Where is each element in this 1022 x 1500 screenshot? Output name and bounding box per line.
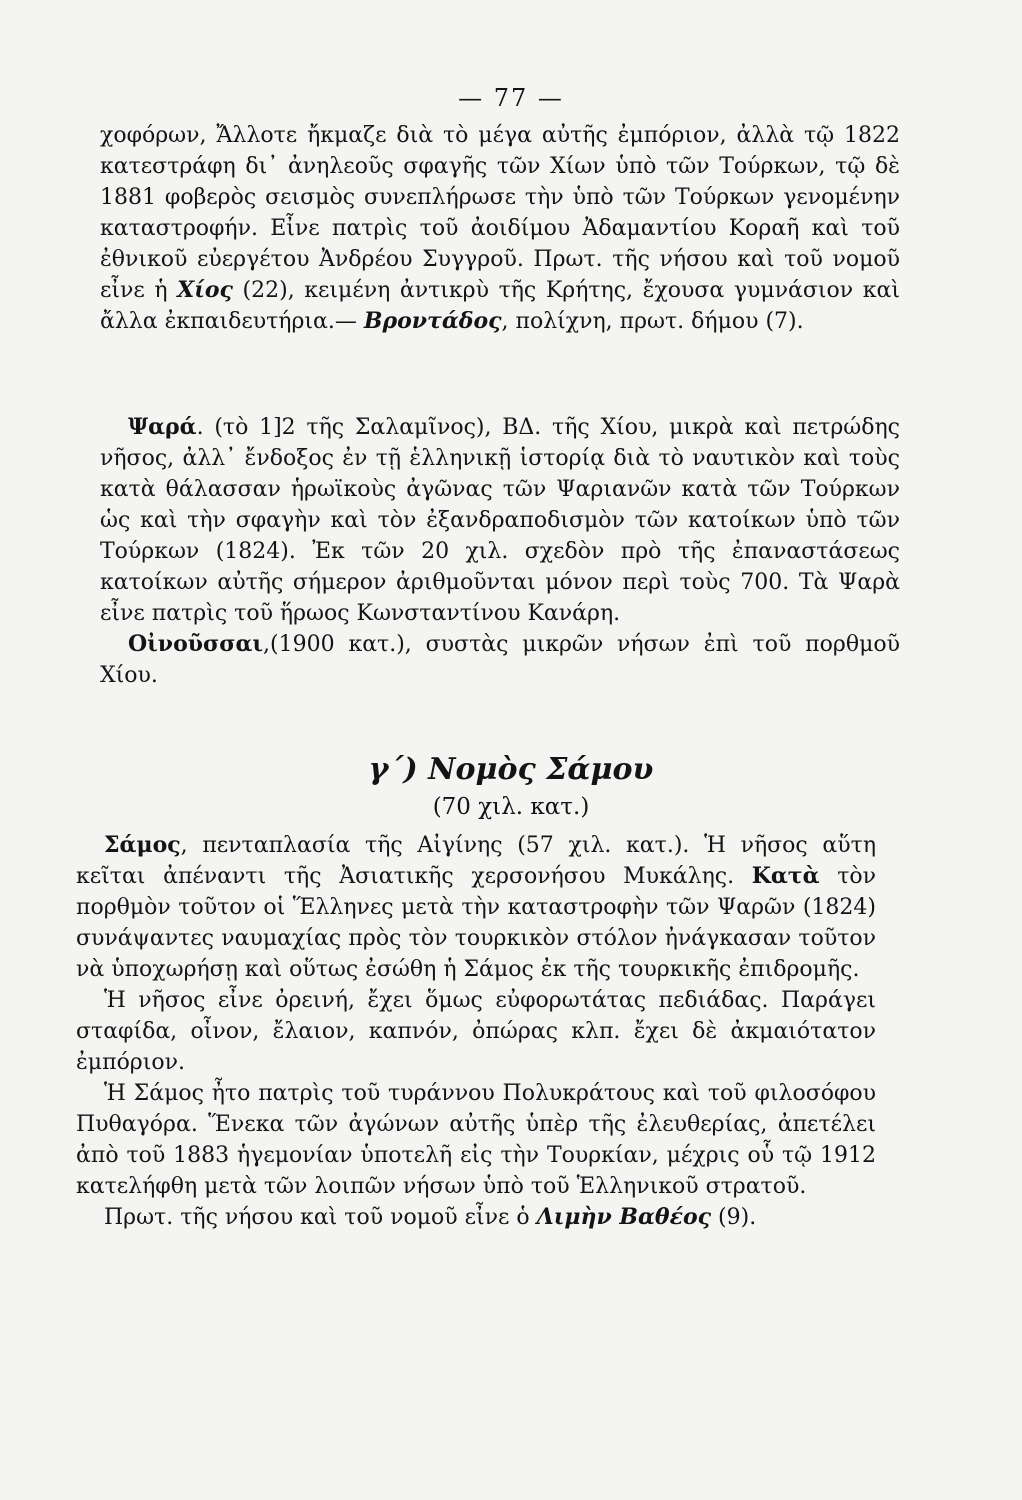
chios-continuation	[100, 120, 900, 337]
chios-paragraph	[100, 120, 900, 337]
text-run: τὸν πορθμὸν τοῦτον οἱ Ἕλληνες μετὰ τὴν καταστροφὴν τῶν Ψαρῶν (1824) συνάψαντες ναυμαχίας πρὸς τὸν τουρκικὸν στόλον ἠνάγκασαν τοῦτον νὰ ὑποχωρήσῃ καὶ οὕτως ἐσώθη ἡ Σάμος ἐκ τῆς τουρκικῆς ἐπιδρομῆς.	[76, 864, 876, 982]
samos-paragraph-4	[76, 1202, 876, 1233]
text-run: (9).	[711, 1205, 757, 1230]
samos-paragraph-3: Ἡ Σάμος ἦτο πατρὶς τοῦ τυράννου Πολυκράτους καὶ τοῦ φιλοσόφου Πυθαγόρα. Ἕνεκα τῶν ἀγώνων αὐτῆς ὑπὲρ τῆς ἐλευθερίας, ἀπετέλει ἀπὸ τοῦ 1883 ἡγεμονίαν ὑποτελῆ εἰς τὴν Τουρκίαν, μέχρις οὗ τῷ 1912 κατελήφθη μετὰ τῶν λοιπῶν νήσων ὑπὸ τοῦ Ἑλληνικοῦ στρατοῦ.	[76, 1081, 876, 1199]
text-run: . (τὸ 1]2 τῆς Σαλαμῖνος), ΒΔ. τῆς Χίου, μικρὰ καὶ πετρώδης νῆσος, ἀλλ᾿ ἔνδοξος ἐν τῇ ἑλληνικῇ ἱστορίᾳ διὰ τὸ ναυτικὸν καὶ τοὺς κατὰ θάλασσαν ἡρωϊκοὺς ἀγῶνας τῶν Ψαριανῶν κατὰ τῶν Τούρκων ὡς καὶ τὴν σφαγὴν καὶ τὸν ἐξανδραποδισμὸν τῶν κατοίκων ὑπὸ τῶν Τούρκων (1824). Ἐκ τῶν 20 χιλ. σχεδὸν πρὸ τῆς ἐπαναστάσεως κατοίκων αὐτῆς σήμερον ἀριθμοῦνται μόνον περὶ τοὺς 700. Τὰ Ψαρὰ εἶνε πατρὶς τοῦ ἥρωος Κωνσταντίνου Κανάρη.	[100, 415, 900, 626]
oinousai-term: Οἰνοῦσσαι	[128, 631, 264, 657]
section-subtitle: (70 χιλ. κατ.)	[432, 794, 590, 820]
section-title: γ΄) Νομὸς Σάμου	[368, 752, 654, 787]
kata-term: Κατὰ	[751, 863, 820, 889]
page-number: — 77 —	[458, 84, 564, 112]
samos-section	[76, 830, 876, 1233]
text-run: ,(1900 κατ.), συστὰς μικρῶν νήσων ἐπὶ τοῦ πορθμοῦ Χίου.	[100, 632, 900, 688]
vrontados-term: Βροντάδος	[363, 308, 502, 334]
oinousai-paragraph	[100, 629, 900, 691]
psara-term: Ψαρά	[128, 414, 197, 440]
text-run: , πενταπλασία τῆς Αἰγίνης (57 χιλ. κατ.). Ἡ νῆσος αὕτη κεῖται ἀπέναντι τῆς Ἀσιατικῆς χερσονήσου Μυκάλης.	[76, 833, 876, 889]
text-run: Πρωτ. τῆς νήσου καὶ τοῦ νομοῦ εἶνε ὁ	[104, 1205, 537, 1230]
chios-capital: Χίος	[177, 277, 233, 303]
samos-paragraph-2: Ἡ νῆσος εἶνε ὀρεινή, ἔχει ὅμως εὐφορωτάτας πεδιάδας. Παράγει σταφίδα, οἶνον, ἔλαιον, καπνόν, ὀπώρας κλπ. ἔχει δὲ ἀκμαιότατον ἐμπόριον.	[76, 988, 876, 1075]
psara-paragraph	[100, 412, 900, 629]
text-run: χοφόρων, Ἄλλοτε ἤκμαζε διὰ τὸ μέγα αὐτῆς ἐμπόριον, ἀλλὰ τῷ 1822 κατεστράφη δι᾿ ἀνηλεοῦς σφαγῆς τῶν Χίων ὑπὸ τῶν Τούρκων, τῷ δὲ 1881 φοβερὸς σεισμὸς συνεπλήρωσε τὴν ὑπὸ τῶν Τούρκων γενομένην καταστροφήν. Εἶνε πατρὶς τοῦ ἀοιδίμου Ἀδαμαντίου Κοραῆ καὶ τοῦ ἐθνικοῦ εὐεργέτου Ἀνδρέου Συγγροῦ. Πρωτ. τῆς νήσου καὶ τοῦ νομοῦ εἶνε ἡ	[100, 123, 900, 303]
text-run: , πολίχνη, πρωτ. δήμου (7).	[501, 309, 804, 334]
psara-section	[100, 412, 900, 691]
samos-term: Σάμος	[104, 832, 181, 858]
text-run: (22), κειμένη ἀντικρὺ τῆς Κρήτης, ἔχουσα γυμνάσιον καὶ ἄλλα ἐκπαιδευτήρια.—	[100, 278, 900, 334]
samos-paragraph-1	[76, 830, 876, 985]
limin-vatheos-term: Λιμὴν Βαθέος	[536, 1204, 712, 1230]
